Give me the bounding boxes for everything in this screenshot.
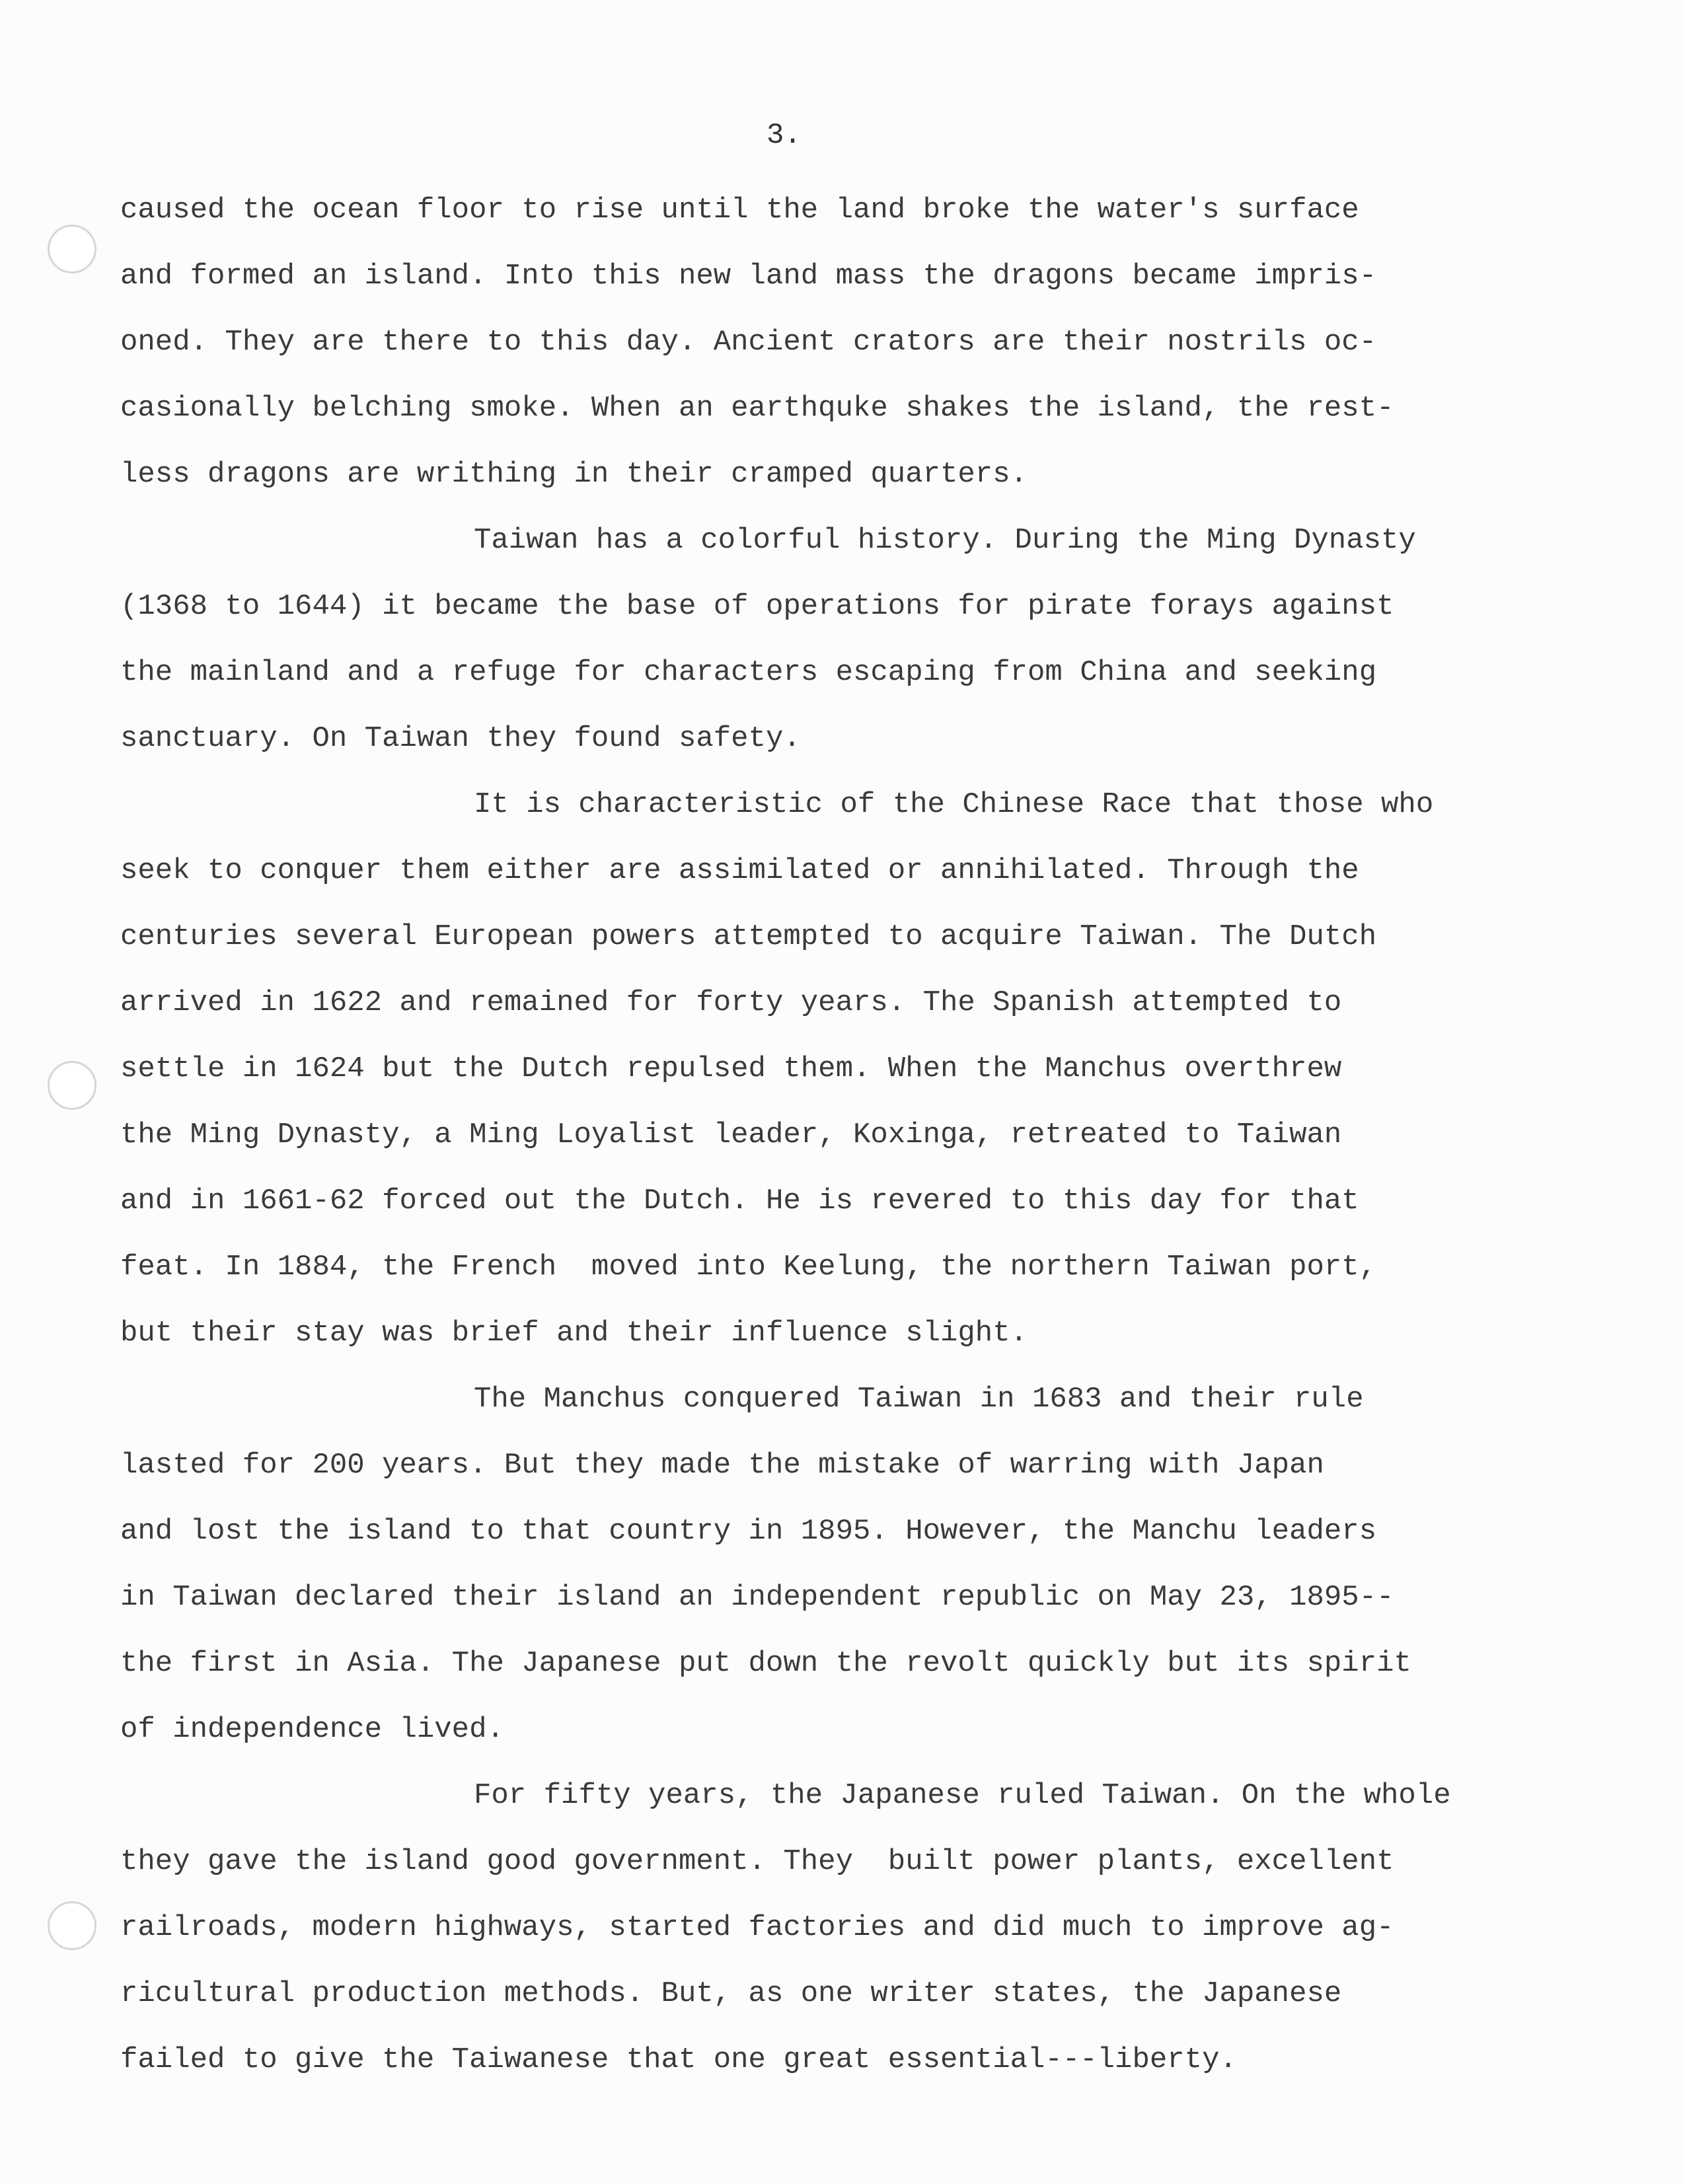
punch-hole: [48, 1901, 96, 1950]
text-line: casionally belching smoke. When an earthquke shakes the island, the rest-: [120, 392, 1394, 425]
text-line: and formed an island. Into this new land mass the dragons became impris-: [120, 260, 1377, 293]
paragraph-4: [120, 1366, 1587, 1763]
text-line: oned. They are there to this day. Ancient crators are their nostrils oc-: [120, 326, 1377, 359]
text-line: in Taiwan declared their island an independent republic on May 23, 1895--: [120, 1581, 1394, 1614]
text-line: caused the ocean floor to rise until the land broke the water's surface: [120, 194, 1359, 227]
text-line: centuries several European powers attempted to acquire Taiwan. The Dutch: [120, 920, 1377, 953]
text-line: settle in 1624 but the Dutch repulsed them. When the Manchus overthrew: [120, 1052, 1342, 1085]
text-line: seek to conquer them either are assimilated or annihilated. Through the: [120, 854, 1359, 887]
body-text: [120, 177, 1587, 2093]
text-line: and lost the island to that country in 1895. However, the Manchu leaders: [120, 1515, 1377, 1548]
text-line: the mainland and a refuge for characters escaping from China and seeking: [120, 656, 1377, 689]
text-line: ricultural production methods. But, as one writer states, the Japanese: [120, 1977, 1342, 2010]
paragraph-5: [120, 1763, 1587, 2093]
text-line: sanctuary. On Taiwan they found safety.: [120, 722, 801, 755]
text-line: and in 1661-62 forced out the Dutch. He is revered to this day for that: [120, 1184, 1359, 1218]
text-line: less dragons are writhing in their cramped quarters.: [120, 458, 1028, 491]
paragraph-1: [120, 177, 1587, 507]
text-line: the first in Asia. The Japanese put down the revolt quickly but its spirit: [120, 1647, 1411, 1680]
punch-hole: [48, 1061, 96, 1110]
text-line: arrived in 1622 and remained for forty years. The Spanish attempted to: [120, 986, 1342, 1019]
text-line: but their stay was brief and their influence slight.: [120, 1317, 1028, 1350]
page-number: 3.: [767, 119, 802, 152]
text-line: feat. In 1884, the French moved into Keelung, the northern Taiwan port,: [120, 1251, 1377, 1284]
text-line: For fifty years, the Japanese ruled Taiwan. On the whole: [474, 1779, 1451, 1812]
text-line: Taiwan has a colorful history. During the Ming Dynasty: [474, 524, 1416, 557]
punch-hole: [48, 225, 96, 273]
text-line: of independence lived.: [120, 1713, 504, 1746]
text-line: lasted for 200 years. But they made the mistake of warring with Japan: [120, 1449, 1324, 1482]
text-line: (1368 to 1644) it became the base of operations for pirate forays against: [120, 590, 1394, 623]
text-line: the Ming Dynasty, a Ming Loyalist leader, Koxinga, retreated to Taiwan: [120, 1118, 1342, 1151]
text-line: railroads, modern highways, started factories and did much to improve ag-: [120, 1911, 1394, 1944]
text-line: they gave the island good government. They built power plants, excellent: [120, 1845, 1394, 1878]
text-line: failed to give the Taiwanese that one great essential---liberty.: [120, 2043, 1237, 2076]
text-line: It is characteristic of the Chinese Race that those who: [474, 788, 1434, 821]
text-line: The Manchus conquered Taiwan in 1683 and their rule: [474, 1383, 1364, 1416]
paragraph-2: [120, 507, 1587, 772]
paragraph-3: [120, 772, 1587, 1366]
